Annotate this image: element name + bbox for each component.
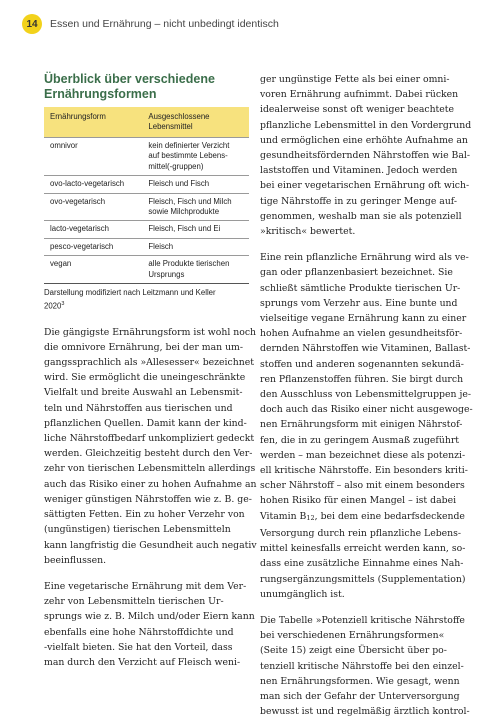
page-number-badge: 14: [22, 14, 42, 34]
table-header-excluded: Ausgeschlossene Lebensmittel: [142, 107, 249, 138]
table-cell-form: omnivor: [44, 138, 142, 176]
table-cell-excluded: Fleisch, Fisch und Milch sowie Milchprodukte: [142, 193, 249, 221]
table-row: [44, 256, 249, 284]
table-cell-excluded: kein definierter Verzicht auf bestimmte Lebens- mittel(-gruppen): [142, 138, 249, 176]
page-header: [22, 14, 279, 34]
table-cell-excluded: Fleisch, Fisch und Ei: [142, 221, 249, 238]
running-title: Essen und Ernährung – nicht unbedingt identisch: [50, 18, 279, 30]
table-header-row: [44, 107, 249, 138]
vitamin-b12-line: Vitamin B12, bei dem eine bedarfsdeckende: [260, 510, 465, 522]
table-cell-excluded: Fleisch und Fisch: [142, 176, 249, 193]
right-column: [260, 72, 473, 719]
table-row: [44, 138, 249, 176]
table-cell-form: ovo-lacto-vegetarisch: [44, 176, 142, 193]
body-paragraph: ger ungünstige Fette als bei einer omni- voren Ernährung aufnimmt. Dabei rücken idealerweise sonst oft weniger beachtete pflanzliche Lebensmittel in den Vordergrund und ermöglichen eine erhöhte Aufnahme an gesundheitsfördernden Nährstoffen wie Bal- laststoffen und Vitaminen. Jedoch werden bei einer vegetarischen Ernährung oft wich- tige Nährstoffe in zu geringer Menge auf- genommen, weshalb man sie als potenziell »kritisch« bewertet.: [260, 74, 472, 238]
table-row: [44, 238, 249, 255]
table-caption: Darstellung modifiziert nach Leitzmann und Keller 2020$^3$: [44, 288, 216, 311]
table-cell-form: ovo-vegetarisch: [44, 193, 142, 221]
section-title: Überblick über verschiedene Ernährungsformen: [44, 72, 215, 101]
nutrition-forms-table: [44, 107, 249, 284]
body-paragraph: Die Tabelle »Potenziell kritische Nährstoffe bei verschiedenen Ernährungsformen« (Seite 15) zeigt eine Übersicht über po- tenziell kritische Nährstoffe bei den einzel- nen Ernährungsformen. Wie gesagt, wenn man sich der Gefahr der Unterversorgung bewusst ist und regelmäßig ärztlich kontrol-: [260, 614, 470, 718]
table-row: [44, 176, 249, 193]
body-paragraph: Die gängigste Ernährungsform ist wohl noch die omnivore Ernährung, bei der man um- gangssprachlich als »Allesesser« bezeichnet wird. Sie ermöglicht die uneingeschränkte Vielfalt und breite Auswahl an Lebensmit- teln und Nährstoffen aus tierischen und pflanzlichen Quellen. Damit kann der kind- liche Nährstoffbedarf unkompliziert gedeckt werden. Gleichzeitig besteht durch den Ver- zehr von tierischen Lebensmitteln allerdings auch das Risiko einer zu hohen Aufnahme an weniger günstigen Nährstoffen wie z. B. ge- sättigten Fetten. Ein zu hoher Verzehr von (ungünstigen) tierischen Lebensmitteln kann langfristig die Gesundheit auch negativ beeinflussen.: [44, 326, 257, 566]
table-cell-excluded: alle Produkte tierischen Ursprungs: [142, 256, 249, 284]
table-cell-form: pesco-vegetarisch: [44, 238, 142, 255]
footnote-ref: 3: [61, 300, 65, 307]
table-row: [44, 193, 249, 221]
body-paragraph: Eine rein pflanzliche Ernährung wird als ve- gan oder pflanzenbasiert bezeichnet. Sie schließt sämtliche Produkte tierischen Ur- sprungs vom Verzehr aus. Eine bunte und vielseitige vegane Ernährung kann zu einer hohen Aufnahme an vielen gesundheitsför- dernden Nährstoffen wie Vitaminen, Ballast- stoffen und anderen sogenannten sekundä- ren Pflanzenstoffen führen. Sie birgt durch den Ausschluss von Lebensmittelgruppen je- doch auch das Risiko einer nicht ausgewoge- nen Ernährungsform mit einigen Nährstof- fen, die in zu geringem Ausmaß zugeführt werden – man bezeichnet diese als potenzi- ell kritische Nährstoffe. Ein besonders kriti- scher Nährstoff – also mit einem besonders hohen Risiko für einen Mangel – ist dabei Vitamin B12, bei dem eine bedarfsdeckende Versorgung durch rein pflanzliche Lebens- mittel keinesfalls erreicht werden kann, so- dass eine zusätzliche Einnahme eines Nah- rungsergänzungsmittels (Supplementation) unumgänglich ist.: [260, 252, 473, 600]
left-column: [44, 72, 257, 670]
table-header-form: Ernährungsform: [44, 107, 142, 138]
table-cell-excluded: Fleisch: [142, 238, 249, 255]
table-cell-form: lacto-vegetarisch: [44, 221, 142, 238]
table-cell-form: vegan: [44, 256, 142, 284]
body-paragraph: Eine vegetarische Ernährung mit dem Ver- zehr von Lebensmitteln tierischen Ur- sprungs wie z. B. Milch und/oder Eiern kann ebenfalls eine hohe Nährstoffdichte und -vielfalt bieten. Sie hat den Vorteil, dass man durch den Verzicht auf Fleisch weni-: [44, 580, 255, 668]
table-row: [44, 221, 249, 238]
